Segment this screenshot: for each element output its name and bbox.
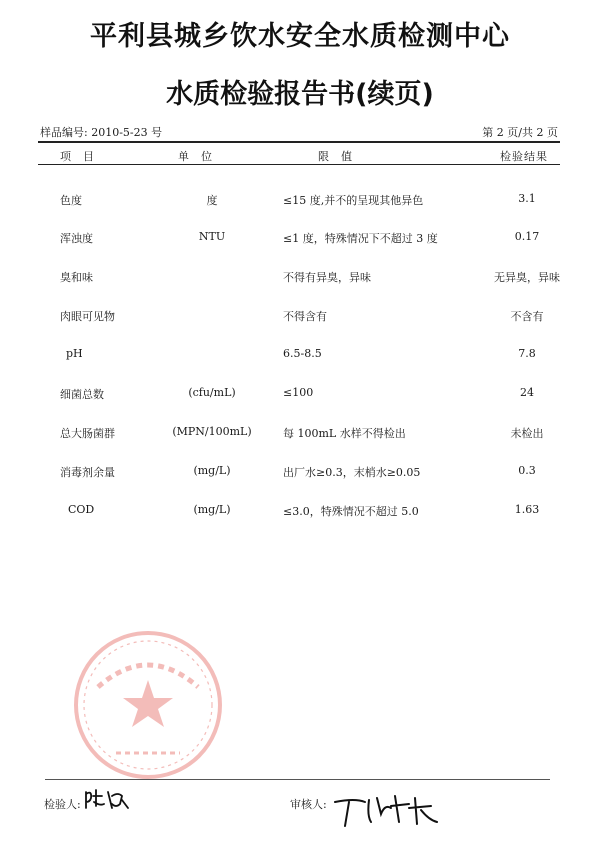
table-row <box>0 192 600 212</box>
column-header-limit: 限值 <box>318 150 364 163</box>
row-limit: ≤1 度，特殊情况下不超过 3 度 <box>283 232 438 245</box>
table-row <box>0 386 600 406</box>
row-result: 3.1 <box>518 192 536 205</box>
row-item: 浑浊度 <box>60 232 93 245</box>
row-unit: (mg/L) <box>193 464 231 477</box>
row-result: 24 <box>520 386 534 399</box>
sample-number: 样品编号: 2010-5-23 号 <box>40 126 163 139</box>
table-row <box>0 308 600 328</box>
row-limit: ≤100 <box>283 386 314 399</box>
row-item: 总大肠菌群 <box>60 427 115 440</box>
row-unit: (cfu/mL) <box>188 386 236 399</box>
report-title: 水质检验报告书(续页) <box>166 79 434 110</box>
reviewer-label: 审核人: <box>290 798 327 811</box>
row-item: 消毒剂余量 <box>60 466 115 479</box>
table-row <box>0 425 600 445</box>
page-indicator: 第 2 页/共 2 页 <box>482 126 558 139</box>
row-limit: ≤15 度,并不的呈现其他异色 <box>283 194 424 207</box>
footer-rule <box>45 779 550 780</box>
row-limit: 出厂水≥0.3，末梢水≥0.05 <box>283 466 421 479</box>
row-item: 细菌总数 <box>60 388 104 401</box>
column-header-item: 项目 <box>60 150 106 163</box>
row-unit: (mg/L) <box>193 503 231 516</box>
column-header-result: 检验结果 <box>500 150 548 163</box>
row-result: 不含有 <box>510 310 544 323</box>
inspector-signature <box>82 786 132 812</box>
row-limit: 不得有异臭，异味 <box>283 271 371 284</box>
row-item: pH <box>66 347 83 360</box>
table-top-rule <box>38 141 560 143</box>
row-result: 0.17 <box>514 230 540 243</box>
table-row <box>0 503 600 523</box>
row-limit: 6.5-8.5 <box>283 347 322 360</box>
organization-title: 平利县城乡饮水安全水质检测中心 <box>90 21 510 52</box>
row-result: 0.3 <box>518 464 536 477</box>
row-item: COD <box>68 503 95 516</box>
inspector-label: 检验人: <box>44 798 81 811</box>
row-result: 未检出 <box>510 427 544 440</box>
row-result: 无异臭，异味 <box>494 271 560 284</box>
row-unit: 度 <box>206 194 218 207</box>
row-unit: NTU <box>198 230 226 243</box>
table-row <box>0 269 600 289</box>
row-result: 7.8 <box>518 347 536 360</box>
row-item: 臭和味 <box>60 271 93 284</box>
row-unit: (MPN/100mL) <box>172 425 252 438</box>
reviewer-signature <box>325 792 445 832</box>
table-row <box>0 230 600 250</box>
row-item: 肉眼可见物 <box>60 310 115 323</box>
official-seal-stamp <box>68 625 228 785</box>
table-row <box>0 347 600 367</box>
row-limit: 每 100mL 水样不得检出 <box>283 427 406 440</box>
row-limit: 不得含有 <box>283 310 327 323</box>
row-limit: ≤3.0，特殊情况不超过 5.0 <box>283 505 419 518</box>
row-result: 1.63 <box>514 503 540 516</box>
row-item: 色度 <box>60 194 82 207</box>
table-row <box>0 464 600 484</box>
column-header-unit: 单位 <box>178 150 224 163</box>
header-divider <box>38 164 560 165</box>
